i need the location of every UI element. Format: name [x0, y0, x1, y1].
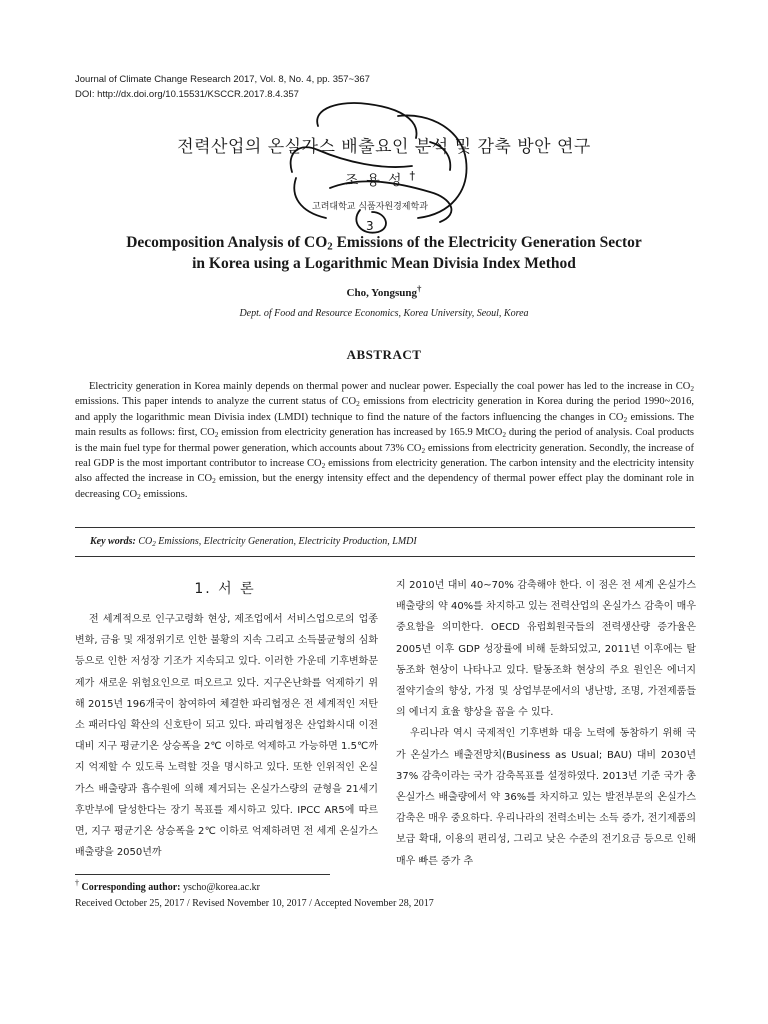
keywords-label: Key words:	[90, 536, 136, 547]
intro-paragraph-1: 전 세계적으로 인구고령화 현상, 제조업에서 서비스업으로의 업종 변화, 금융 및 재정위기로 인한 불황의 지속 그리고 소득불균형의 심화 등으로 인한 저성장 기조가 지속되고 있다. 이러한 가운데 기후변화문제가 새로운 위험요인으로 떠오르고 있다. 지구온난화를 억제하기 위해 2015년 196개국이 참여하여 체결한 파리협정은 전 세계적인 저탄소 패러다임 확산의 신호탄이 되고 있다. 파리협정은 산업화시대 이전 대비 지구 평균기온 상승폭을 2℃ 이하로 억제하고 가능하면 1.5℃까지 억제할 수 있도록 노력할 것을 명시하고 있다. 또한 인위적인 온실가스 배출량과 흡수원에 의해 제거되는 온실가스량의 균형을 21세기 후반부에 달성한다는 장기 목표를 제시하고 있다. IPCC AR5에 따르면, 지구 평균기온 상승폭을 2℃ 이하로 억제하려면 전 세계 온실가스 배출량을 2050년까	[75, 614, 378, 859]
abstract-text-9: emission, but the energy intensity effect and the dependency of thermal power effect play the dominant role in decreasing CO	[75, 473, 695, 500]
keywords-text-pre: CO	[135, 536, 153, 547]
submission-dates: Received October 25, 2017 / Revised November 10, 2017 / Accepted November 28, 2017	[75, 898, 434, 909]
abstract-text-2: emissions. This paper intends to analyze the current status of CO	[75, 396, 357, 408]
korean-title: 전력산업의 온실가스 배출요인 분석 및 감축 방안 연구	[177, 137, 591, 157]
abstract-text-8: emissions from electricity generation. The carbon intensity and the electricity intensity also affected the increase in CO	[75, 458, 694, 485]
abstract-sub-8: 2	[212, 476, 216, 486]
doi-link[interactable]: DOI: http://dx.doi.org/10.15531/KSCCR.2017.8.4.357	[75, 89, 299, 100]
intro-paragraph-1-continued: 지 2010년 대비 40~70% 감축해야 한다. 이 점은 전 세계 온실가스 배출량의 약 40%를 차지하고 있는 전력산업의 온실가스 감축이 매우 중요함을 의미한다. OECD 유럽회원국들의 전력생산량 증가율은 2005년 이후 GDP 성장률에 비해 둔화되었고, 2011년 이후에는 탈동조화 현상이 나타나고 있다. 탈동조화 현상의 주요 원인은 에너지 절약기술의 향상, 가정 및 상업부문에서의 냉난방, 조명, 가전제품들의 에너지 효율 향상을 꼽을 수 있다.	[396, 580, 696, 719]
scribble-digit: 3	[366, 219, 374, 233]
abstract-sub-9: 2	[137, 491, 141, 501]
english-title-line2: in Korea using a Logarithmic Mean Divisia Index Method	[192, 255, 576, 272]
corresponding-author-label: Corresponding author:	[81, 882, 181, 893]
abstract-text-1: Electricity generation in Korea mainly depends on thermal power and nuclear power. Especially the coal power has led to the increase in CO	[89, 381, 691, 392]
english-title-line1-post: Emissions of the Electricity Generation Sector	[332, 234, 642, 251]
corresponding-author-line	[75, 880, 434, 896]
abstract-text-5: emission from electricity generation has increased by 165.9 MtCO	[218, 427, 503, 439]
scribble-strokes	[291, 103, 467, 233]
english-title-line1-pre: Decomposition Analysis of CO	[126, 234, 328, 251]
abstract-sub-4: 2	[214, 430, 219, 440]
abstract-body	[75, 379, 694, 502]
english-title-subscript: 2	[327, 240, 333, 253]
keywords-top-rule	[75, 527, 695, 528]
korean-author: 조용성	[344, 173, 410, 189]
keywords-text-post: Emissions, Electricity Generation, Electricity Production, LMDI	[155, 536, 417, 547]
keywords-subscript: 2	[152, 539, 156, 548]
korean-author-dagger: †	[409, 169, 424, 183]
scribble-scrawl-middle	[330, 181, 451, 222]
section-heading-intro: 1. 서 론	[194, 581, 256, 597]
scribble-dash	[430, 142, 450, 170]
handwritten-scribble	[0, 0, 768, 260]
footnote	[75, 880, 434, 912]
abstract-sub-6: 2	[421, 445, 426, 455]
keywords-line	[90, 536, 417, 547]
korean-affiliation: 고려대학교 식품자원경제학과	[312, 202, 428, 212]
abstract-sub-2: 2	[356, 399, 360, 409]
scribble-loop-top	[317, 103, 416, 138]
abstract-text-4: emissions. The main results as follows: first, CO	[75, 411, 694, 439]
scribble-swoosh-left	[291, 147, 412, 172]
journal-citation: Journal of Climate Change Research 2017, Vol. 8, No. 4, pp. 357~367	[75, 74, 370, 85]
english-author: Cho, Yongsung	[346, 287, 418, 299]
abstract-sub-1: 2	[690, 383, 694, 393]
footnote-rule	[75, 874, 330, 875]
body-column-right	[396, 575, 696, 872]
scribble-hook	[294, 178, 326, 218]
abstract-text-7: emissions from electricity generation. Secondly, the increase of real GDP is the most important contributor to increase CO	[75, 442, 694, 470]
abstract-text-3: emissions from electricity generation in Korea during the period 1990~2016, and apply the logarithmic mean Divisia index (LMDI) technique to find the nature of the factors influencing the changes in CO	[75, 396, 694, 423]
abstract-sub-7: 2	[321, 460, 326, 470]
body-column-left	[75, 609, 378, 863]
abstract-text-6: during the period of analysis. Coal products is the main fuel type for thermal power generation, which accounts about 73% CO	[75, 427, 695, 454]
intro-paragraph-2: 우리나라 역시 국제적인 기후변화 대응 노력에 동참하기 위해 국가 온실가스 배출전망치(Business as Usual; BAU) 대비 2030년 37% 감축이라는 국가 감축목표를 설정하였다. 2013년 기준 국가 총 온실가스 배출량에서 약 36%를 차지하고 있는 발전부문의 온실가스 감축은 매우 중요하다. 우리나라의 전력소비는 소득 증가, 전기제품의 보급 확대, 이용의 편리성, 그리고 낮은 수준의 전기요금 등으로 인해 매우 빠른 증가 추	[396, 728, 696, 867]
english-author-line	[0, 283, 768, 299]
abstract-heading: ABSTRACT	[346, 347, 422, 362]
abstract-sub-5: 2	[502, 430, 507, 440]
keywords-bottom-rule	[75, 556, 695, 557]
abstract-text-10: emissions.	[140, 488, 188, 500]
abstract-sub-3: 2	[623, 414, 628, 424]
english-author-dagger: †	[417, 283, 422, 294]
english-affiliation: Dept. of Food and Resource Economics, Korea University, Seoul, Korea	[239, 308, 529, 319]
corresponding-author-email[interactable]: yscho@korea.ac.kr	[180, 882, 260, 893]
footnote-dagger: †	[75, 878, 79, 888]
